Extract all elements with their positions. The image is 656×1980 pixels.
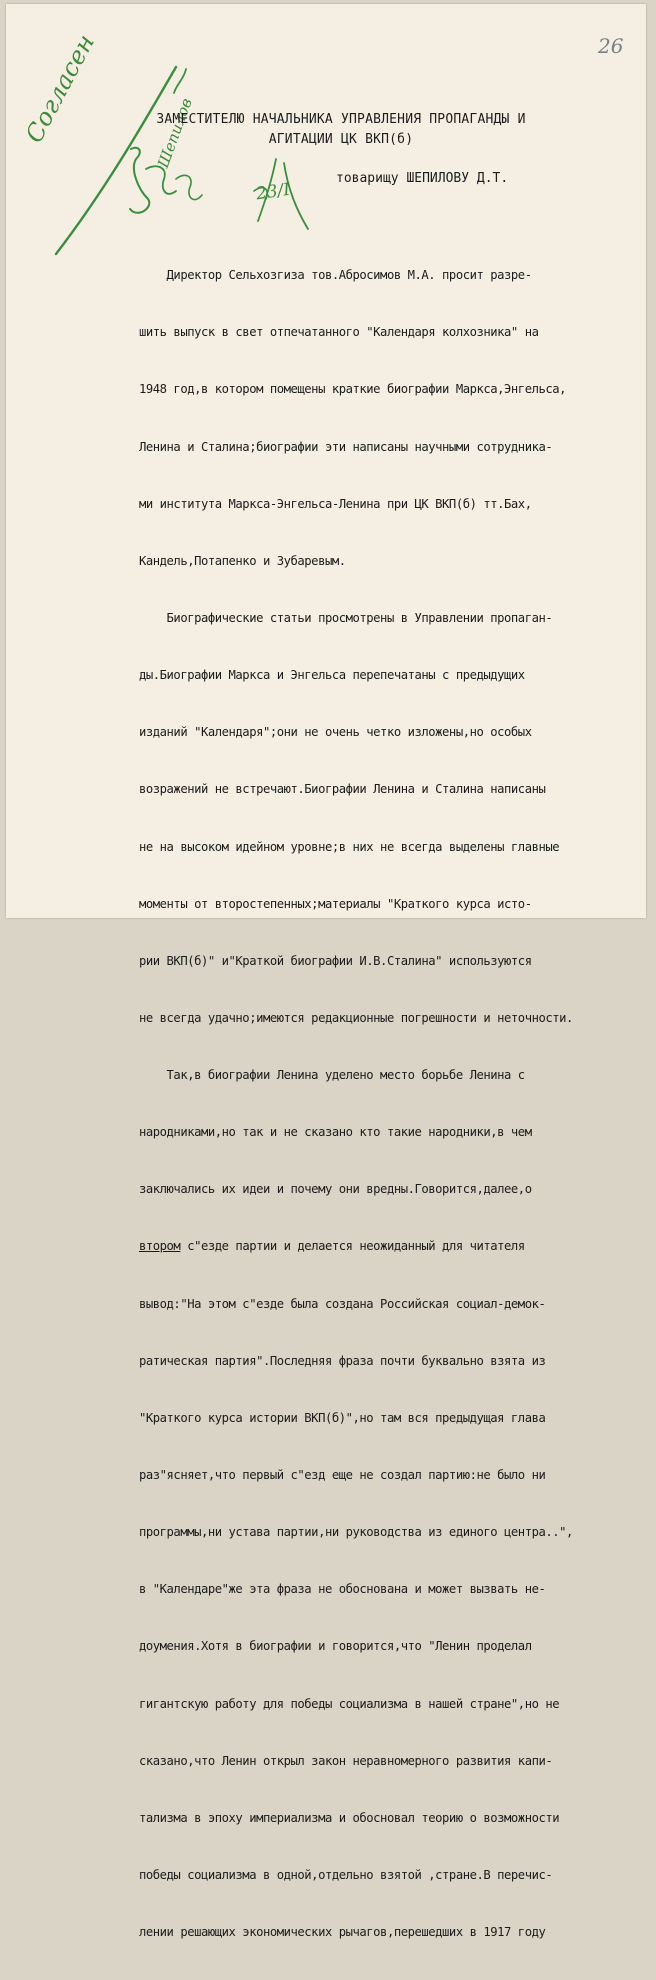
document-body [139, 228, 649, 1980]
addressee-block [151, 110, 531, 150]
body-line: раз"ясняет,что первый с"езд еще не создал партию:не было ни [139, 1468, 546, 1483]
body-line: не на высоком идейном уровне;в них не всегда выделены главные [139, 839, 560, 854]
body-line: возражений не встречают.Биографии Ленина и Сталина написаны [139, 782, 546, 797]
body-line: Биографические статьи просмотрены в Управлении пропаган- [139, 610, 553, 625]
body-line: в "Календаре"же эта фраза не обоснована и может вызвать не- [139, 1582, 546, 1597]
body-line: народниками,но так и не сказано кто такие народники,в чем [139, 1125, 532, 1140]
body-line: рии ВКП(б)" и"Краткой биографии И.В.Сталина" используются [139, 953, 532, 968]
body-line: победы социализма в одной,отдельно взятой ,стране.В перечис- [139, 1868, 553, 1883]
body-line: доумения.Хотя в биографии и говорится,что "Ленин проделал [139, 1639, 532, 1654]
body-line: Директор Сельхозгиза тов.Абросимов М.А. просит разре- [139, 268, 532, 283]
body-line: Так,в биографии Ленина уделено место борьбе Ленина с [139, 1068, 525, 1083]
body-line: программы,ни устава партии,ни руководства из единого центра..", [139, 1525, 573, 1540]
body-line: сказано,что Ленин открыл закон неравномерного развития капи- [139, 1753, 553, 1768]
body-line: Ленина и Сталина;биографии эти написаны научными сотрудника- [139, 439, 553, 454]
body-line: моменты от второстепенных;материалы "Краткого курса исто- [139, 896, 532, 911]
addressee-line-2: АГИТАЦИИ ЦК ВКП(б) [268, 132, 414, 147]
handwritten-date: 23/I [254, 179, 292, 205]
addressee-line-1: ЗАМЕСТИТЕЛЮ НАЧАЛЬНИКА УПРАВЛЕНИЯ ПРОПАГАНДЫ И [156, 112, 526, 127]
body-line: втором с"езде партии и делается неожиданный для читателя [139, 1239, 525, 1254]
body-line: тализма в эпоху империализма и обосновал теорию о возможности [139, 1810, 560, 1825]
handwritten-signature: Шепилов [154, 95, 196, 171]
body-line: 1948 год,в котором помещены краткие биографии Маркса,Энгельса, [139, 382, 567, 397]
body-line: Кандель,Потапенко и Зубаревым. [139, 553, 346, 568]
recipient-line: товарищу ШЕПИЛОВУ Д.Т. [336, 171, 509, 186]
handwritten-note: Согласен [20, 29, 101, 148]
body-line: заключались их идеи и почему они вредны.Говорится,далее,о [139, 1182, 532, 1197]
body-line: шить выпуск в свет отпечатанного "Календаря колхозника" на [139, 325, 539, 340]
body-line: ды.Биографии Маркса и Энгельса перепечатаны с предыдущих [139, 668, 525, 683]
document-page [6, 4, 646, 1940]
page-number: 26 [598, 34, 624, 58]
body-line: изданий "Календаря";они не очень четко изложены,но особых [139, 725, 532, 740]
body-line: не всегда удачно;имеются редакционные погрешности и неточности. [139, 1010, 573, 1025]
body-line: ми института Маркса-Энгельса-Ленина при ЦК ВКП(б) тт.Бах, [139, 496, 532, 511]
body-line: вывод:"На этом с"езде была создана Российская социал-демок- [139, 1296, 546, 1311]
body-line: лении решающих экономических рычагов,перешедших в 1917 году [139, 1925, 546, 1940]
body-line: "Краткого курса истории ВКП(б)",но там вся предыдущая глава [139, 1410, 546, 1425]
body-line: гигантскую работу для победы социализма в нашей стране",но не [139, 1696, 560, 1711]
body-line: ратическая партия".Последняя фраза почти буквально взята из [139, 1353, 546, 1368]
underlined-word: втором [139, 1239, 181, 1254]
